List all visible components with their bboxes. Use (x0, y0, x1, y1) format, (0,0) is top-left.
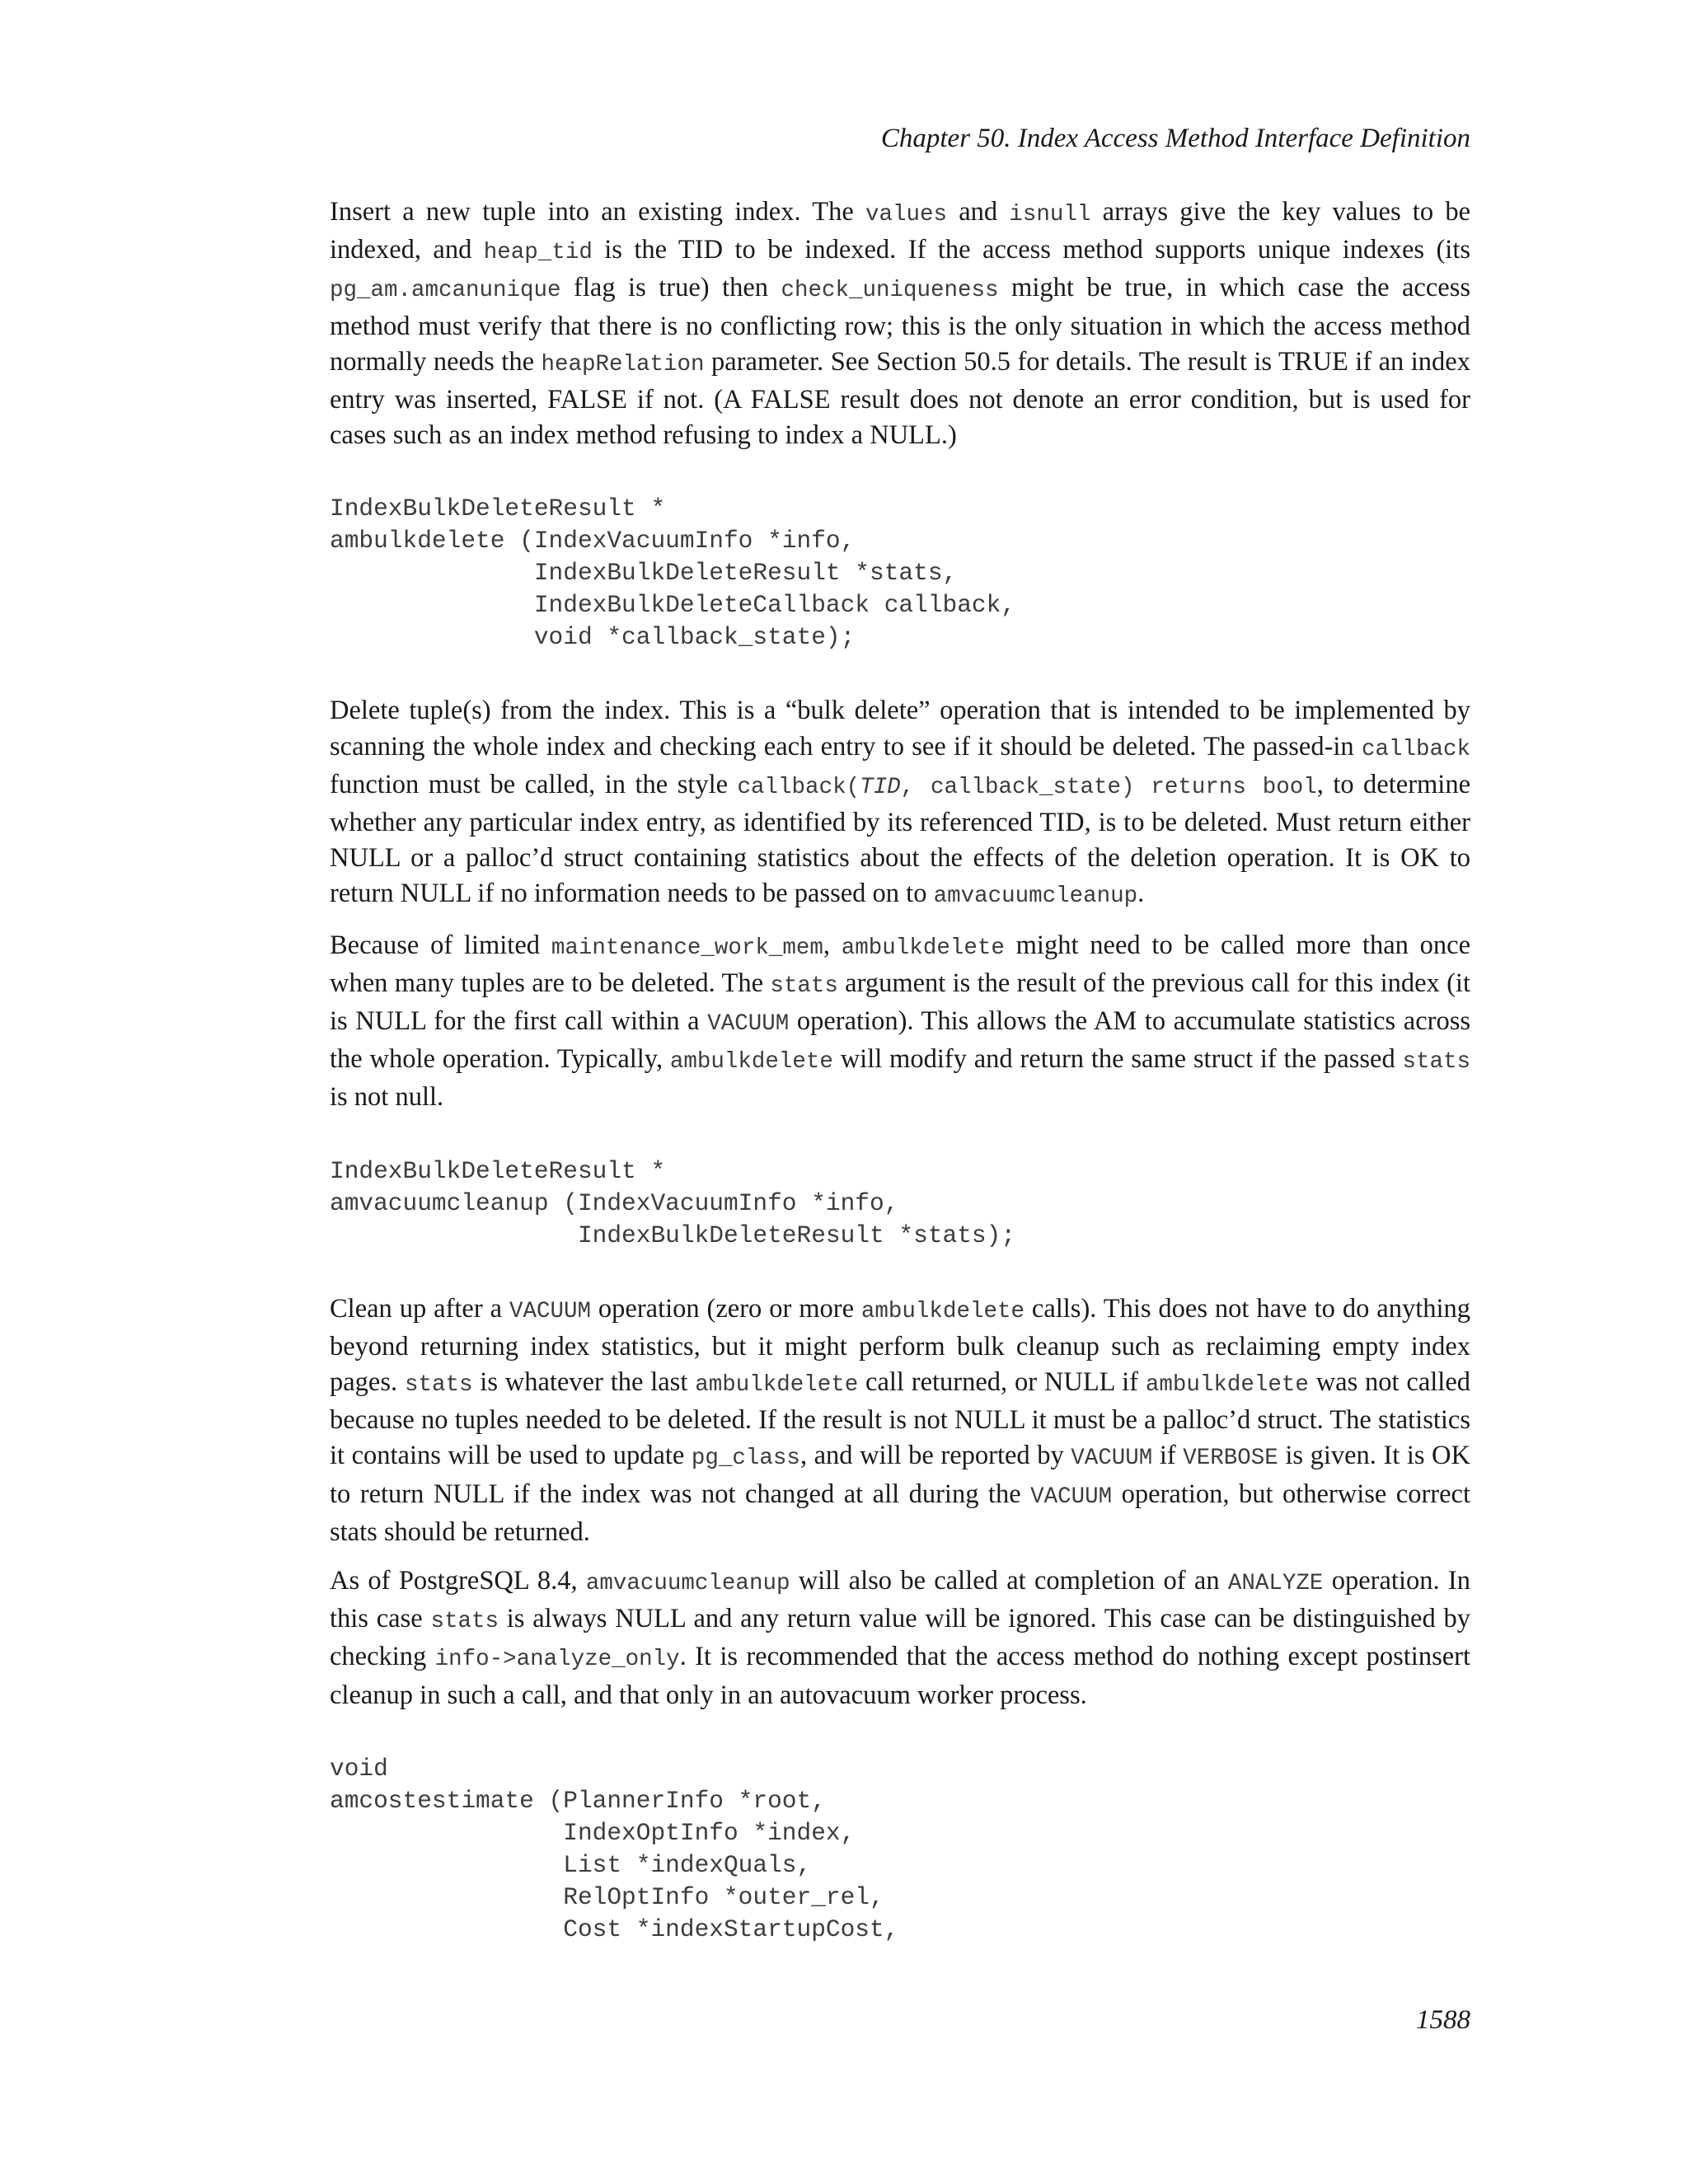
inline-code: callback (1361, 736, 1470, 762)
inline-code: callback(TID, callback_state) returns bool (737, 774, 1317, 800)
inline-code: amvacuumcleanup (933, 883, 1138, 910)
page-body (330, 194, 1470, 1985)
inline-code: maintenance_work_mem (551, 935, 823, 961)
amvacuumcleanup-signature: IndexBulkDeleteResult * amvacuumcleanup (IndexVacuumInfo *info, IndexBulkDeleteResult *stats); (330, 1156, 1016, 1249)
inline-code: ambulkdelete (860, 1298, 1025, 1324)
inline-code: info->analyze_only (434, 1647, 680, 1673)
inline-code: pg_class (691, 1446, 800, 1472)
inline-code: ANALYZE (1227, 1571, 1324, 1597)
aminsert-description: Insert a new tuple into an existing index. The values and isnull arrays give the key values to be indexed, and heap_tid is the TID to be indexed. If the access method supports unique indexes (its pg_am.amcanunique flag is true) then check_uniqueness might be true, in which case the access method must verify that there is no conflicting row; this is the only situation in which the access method normally needs the heapRelation parameter. See Section 50.5 for details. The result is TRUE if an index entry was inserted, FALSE if not. (A FALSE result does not denote an error condition, but is used for cases such as an index method refusing to index a NULL.) (330, 197, 1470, 451)
ambulkdelete-notes: Because of limited maintenance_work_mem, ambulkdelete might need to be called more than once when many tuples are to be deleted. The stats argument is the result of the previous call for this index (it is NULL for the first call within a VACUUM operation). This allows the AM to accumulate statistics across the whole operation. Typically, ambulkdelete will modify and return the same struct if the passed stats is not null. (330, 930, 1471, 1113)
inline-code: pg_am.amcanunique (330, 278, 561, 304)
inline-code: stats (1402, 1049, 1470, 1076)
inline-code: ambulkdelete (695, 1372, 859, 1399)
ambulkdelete-description: Delete tuple(s) from the index. This is a “bulk delete” operation that is intended to be implemented by scanning the whole index and checking each entry to see if it should be deleted. The passed-in callback function must be called, in the style callback(TID, callback_state) returns bool, to determine whether any particular index entry, as identified by its referenced TID, is to be deleted. Must return either NULL or a palloc’d struct containing statistics about the effects of the deletion operation. It is OK to return NULL if no information needs to be passed on to amvacuumcleanup. (330, 696, 1470, 910)
inline-code: stats (430, 1609, 499, 1635)
inline-code: ambulkdelete (669, 1049, 833, 1076)
inline-code: VACUUM (1030, 1483, 1113, 1510)
inline-code: ambulkdelete (1145, 1372, 1309, 1399)
inline-code: check_uniqueness (781, 278, 999, 304)
inline-code: VERBOSE (1183, 1446, 1278, 1472)
inline-code: VACUUM (1071, 1446, 1153, 1472)
amvacuumcleanup-description: Clean up after a VACUUM operation (zero or more ambulkdelete calls). This does not have to do anything beyond returning index statistics, but it might perform bulk cleanup such as reclaiming empty index pages. stats is whatever the last ambulkdelete call returned, or NULL if ambulkdelete was not called because no tuples needed to be deleted. If the result is not NULL it must be a palloc’d struct. The statistics it contains will be used to update pg_class, and will be reported by VACUUM if VERBOSE is given. It is OK to return NULL if the index was not changed at all during the VACUUM operation, but otherwise correct stats should be returned. (330, 1293, 1471, 1547)
ambulkdelete-signature: IndexBulkDeleteResult * ambulkdelete (IndexVacuumInfo *info, IndexBulkDeleteResult *stats, IndexBulkDeleteCallback callback, void *callback_state); (330, 494, 1016, 652)
inline-code: heapRelation (541, 351, 705, 377)
amvacuumcleanup-analyze-note: As of PostgreSQL 8.4, amvacuumcleanup will also be called at completion of an ANALYZE operation. In this case stats is always NULL and any return value will be ignored. This case can be distinguished by checking info->analyze_only. It is recommended that the access method do nothing except postinsert cleanup in such a call, and that only in an autovacuum worker process. (330, 1566, 1471, 1710)
inline-code: VACUUM (509, 1298, 591, 1324)
inline-code: VACUUM (707, 1011, 790, 1038)
page-number: 1588 (1416, 2005, 1470, 2035)
running-header: Chapter 50. Index Access Method Interface Definition (880, 124, 1470, 153)
inline-code: amvacuumcleanup (585, 1571, 790, 1597)
inline-code: stats (770, 972, 838, 999)
tid-placeholder: TID (860, 774, 901, 800)
inline-code: isnull (1009, 202, 1091, 227)
inline-code: stats (404, 1372, 473, 1399)
inline-code: ambulkdelete (841, 935, 1005, 961)
inline-code: values (865, 202, 948, 227)
inline-code: heap_tid (483, 240, 593, 266)
amcostestimate-signature: void amcostestimate (PlannerInfo *root, IndexOptInfo *index, List *indexQuals, RelOptInfo *outer_rel, Cost *indexStartupCost, (330, 1754, 899, 1943)
